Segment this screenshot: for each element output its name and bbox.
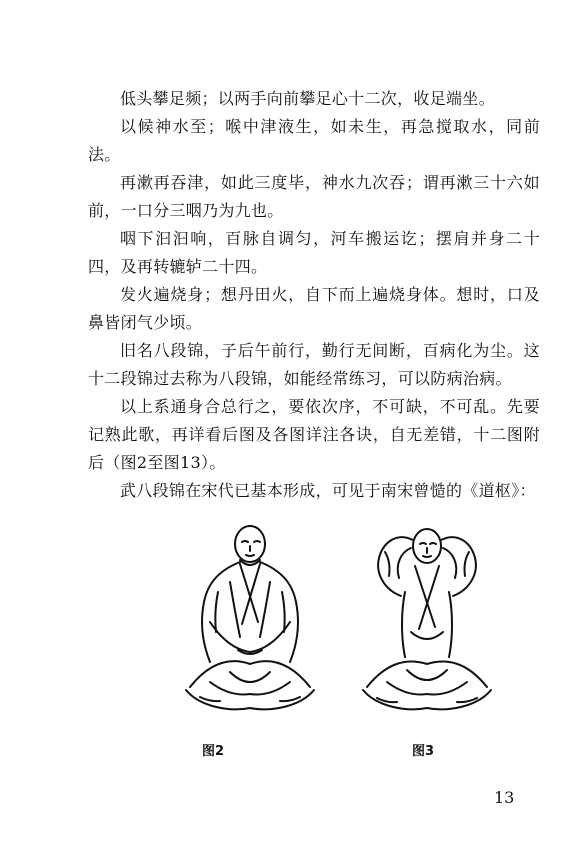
paragraph-6: 旧名八段锦，子后午前行，勤行无间断，百病化为尘。这十二段锦过去称为八段锦，如能经常练习，可以防病治病。 xyxy=(88,341,540,388)
figure-2-caption: 图2 xyxy=(202,744,225,759)
figure-3-illustration xyxy=(345,512,515,732)
figure-2-illustration xyxy=(170,512,340,732)
page-number: 13 xyxy=(494,788,515,807)
paragraph-3: 再漱再吞津，如此三度毕，神水九次吞；谓再漱三十六如前，一口分三咽乃为九也。 xyxy=(88,173,540,220)
figure-3-caption: 图3 xyxy=(412,744,435,759)
seated-hands-behind-head-figure-icon xyxy=(345,512,505,732)
paragraph-7: 以上系通身合总行之，要依次序，不可缺，不可乱。先要记熟此歌，再详看后图及各图详注各诀，自无差错，十二图附后（图2至图13）。 xyxy=(88,397,540,472)
paragraph-1: 低头攀足频；以两手向前攀足心十二次，收足端坐。 xyxy=(120,89,495,108)
paragraph-2: 以候神水至；喉中津液生，如未生，再急搅取水，同前法。 xyxy=(88,117,540,164)
seated-meditation-figure-icon xyxy=(170,512,330,732)
paragraph-4: 咽下汩汩响，百脉自调匀，河车搬运讫；摆肩并身二十四，及再转辘轳二十四。 xyxy=(88,229,540,276)
figure-area xyxy=(150,512,520,772)
paragraph-8: 武八段锦在宋代已基本形成，可见于南宋曾慥的《道枢》： xyxy=(120,481,536,500)
paragraph-5: 发火遍烧身；想丹田火，自下而上遍烧身体。想时，口及鼻皆闭气少顷。 xyxy=(88,285,540,332)
main-text xyxy=(88,85,540,505)
